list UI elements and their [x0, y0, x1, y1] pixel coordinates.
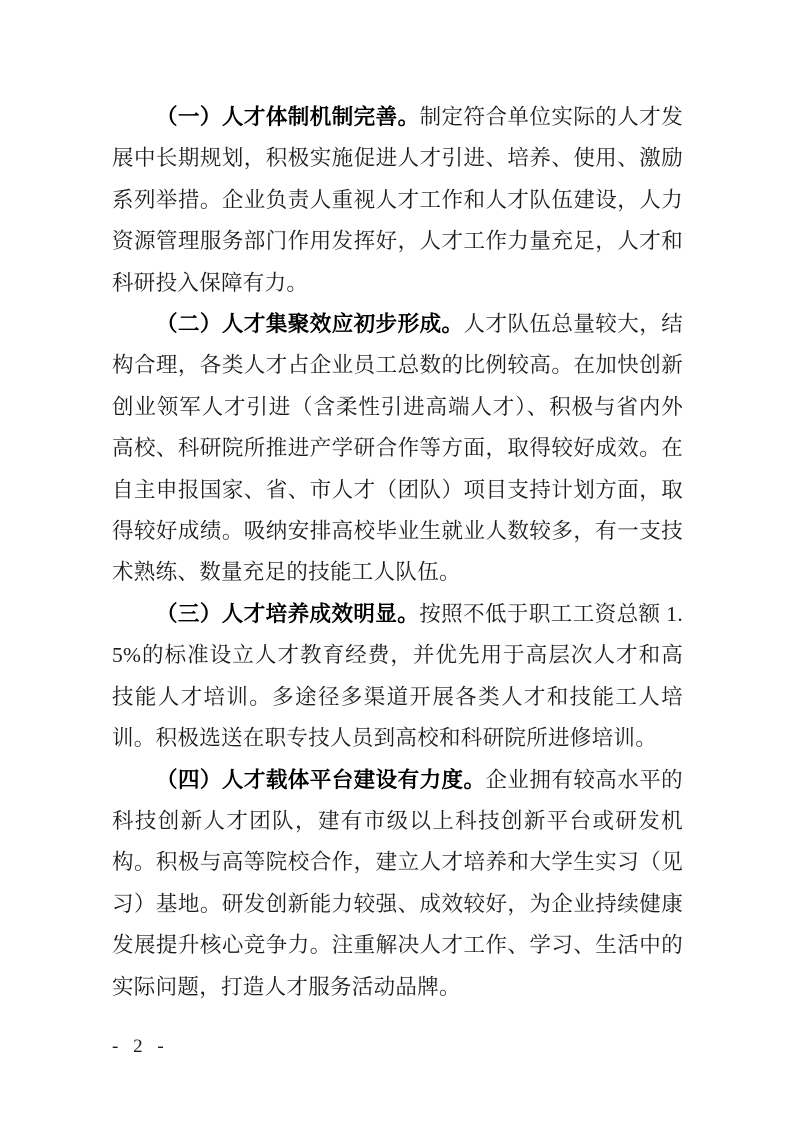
paragraph-3: [112, 594, 683, 760]
paragraph-4: [112, 760, 683, 1008]
page-number: - 2 -: [112, 1036, 166, 1057]
paragraph-1-heading: （一）人才体制机制完善。: [156, 105, 420, 129]
document-body: [112, 97, 683, 1008]
paragraph-4-heading: （四）人才载体平台建设有力度。: [156, 767, 486, 792]
paragraph-2-heading: （二）人才集聚效应初步形成。: [156, 312, 464, 337]
paragraph-1: [112, 97, 683, 304]
paragraph-3-body: 按照不低于职工工资总额 1.5%的标准设立人才教育经费，并优先用于高层次人才和高技能人才培训。多途径多渠道开展各类人才和技能工人培训。积极选送在职专技人员到高校和科研院所进修培训。: [112, 601, 683, 751]
paragraph-2: [112, 304, 683, 594]
paragraph-1-body: 制定符合单位实际的人才发展中长期规划，积极实施促进人才引进、培养、使用、激励系列举措。企业负责人重视人才工作和人才队伍建设，人力资源管理服务部门作用发挥好，人才工作力量充足，人才和科研投入保障有力。: [112, 105, 683, 295]
paragraph-3-heading: （三）人才培养成效明显。: [156, 601, 420, 626]
paragraph-2-body: 人才队伍总量较大，结构合理，各类人才占企业员工总数的比例较高。在加快创新创业领军人才引进（含柔性引进高端人才）、积极与省内外高校、科研院所推进产学研合作等方面，取得较好成效。在自主申报国家、省、市人才（团队）项目支持计划方面，取得较好成绩。吸纳安排高校毕业生就业人数较多，有一支技术熟练、数量充足的技能工人队伍。: [112, 312, 683, 585]
paragraph-4-body: 企业拥有较高水平的科技创新人才团队，建有市级以上科技创新平台或研发机构。积极与高等院校合作，建立人才培养和大学生实习（见习）基地。研发创新能力较强、成效较好，为企业持续健康发展提升核心竞争力。注重解决人才工作、学习、生活中的实际问题，打造人才服务活动品牌。: [112, 767, 683, 999]
